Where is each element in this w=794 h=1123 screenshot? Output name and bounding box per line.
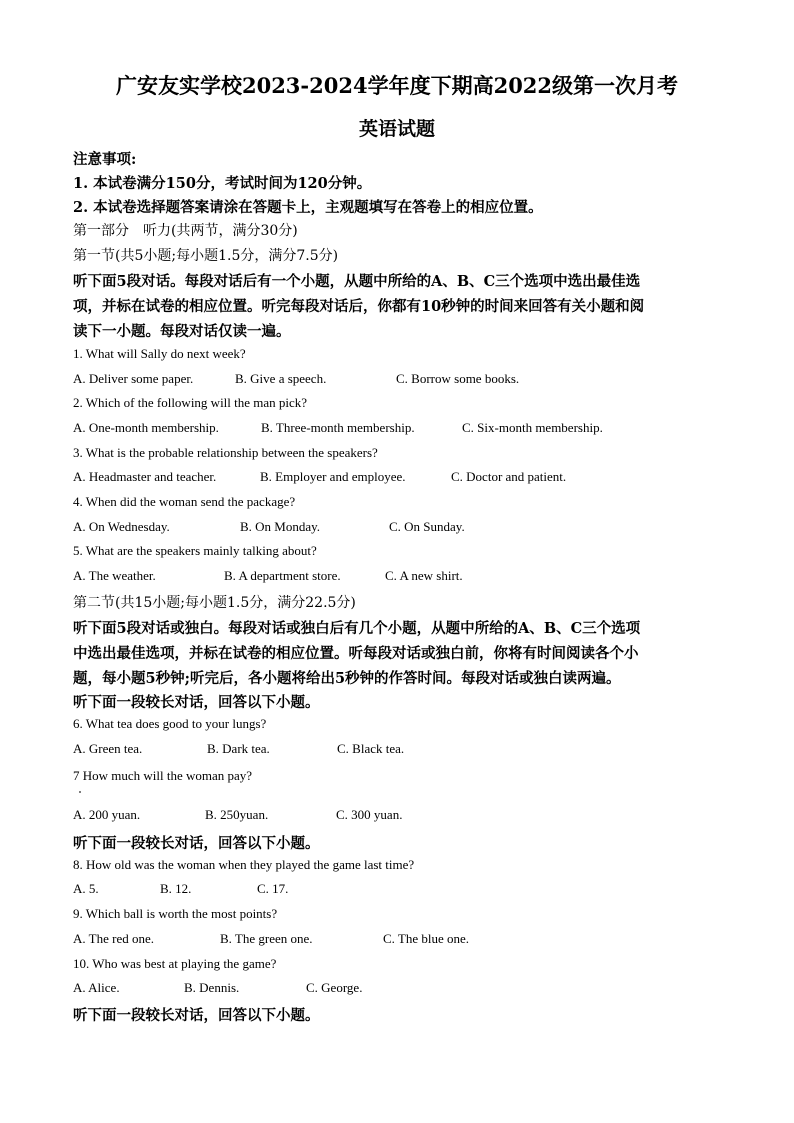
section-instructions: 项，并标在试卷的相应位置。听完每段对话后，你都有10秒钟的时间来回答有关小题和阅	[73, 298, 645, 315]
notice-heading: 注意事项:	[73, 151, 137, 168]
question-text: 7 How much will the woman pay?	[73, 768, 253, 783]
question-text: 3. What is the probable relationship between the speakers?	[73, 445, 378, 460]
exam-title: 广安友实学校2023-2024学年度下期高2022级第一次月考	[115, 73, 679, 98]
option-c: C. 17.	[257, 881, 289, 896]
question-text: 4. When did the woman send the package?	[73, 494, 296, 509]
section-title: 第二节(共15小题;每小题1.5分，满分22.5分)	[73, 595, 356, 611]
option-b: B. Dark tea.	[207, 741, 270, 756]
option-b: B. Three-month membership.	[261, 420, 415, 435]
option-b: B. A department store.	[224, 568, 341, 583]
question-options	[73, 741, 733, 759]
section-title: 第一节(共5小题;每小题1.5分，满分7.5分)	[73, 248, 339, 264]
option-a: A. 5.	[73, 881, 99, 896]
option-b: B. Dennis.	[184, 980, 240, 995]
option-c: C. Six-month membership.	[462, 420, 603, 435]
option-b: B. Employer and employee.	[260, 469, 406, 484]
option-a: A. Green tea.	[73, 741, 143, 756]
question-text: 2. Which of the following will the man pick?	[73, 395, 308, 410]
option-c: C. 300 yuan.	[336, 807, 403, 822]
option-c: C. Black tea.	[337, 741, 405, 756]
question-options	[73, 371, 733, 389]
question-text: 5. What are the speakers mainly talking about?	[73, 543, 317, 558]
question-options	[73, 931, 733, 949]
question-text: 10. Who was best at playing the game?	[73, 956, 277, 971]
option-a: A. One-month membership.	[73, 420, 219, 435]
option-b: B. The green one.	[220, 931, 313, 946]
option-a: A. The red one.	[73, 931, 154, 946]
option-c: C. Doctor and patient.	[451, 469, 567, 484]
question-options	[73, 420, 733, 438]
option-b: B. 12.	[160, 881, 192, 896]
section-instructions: 中选出最佳选项，并标在试卷的相应位置。听每段对话或独白前，你将有时间阅读各个小	[73, 645, 639, 662]
option-a: A. Deliver some paper.	[73, 371, 194, 386]
question-options	[73, 881, 733, 899]
long-dialogue-note: 听下面一段较长对话，回答以下小题。	[73, 835, 320, 852]
option-a: A. The weather.	[73, 568, 156, 583]
option-c: C. On Sunday.	[389, 519, 465, 534]
section-instructions: 读下一小题。每段对话仅读一遍。	[73, 323, 291, 340]
question-text: 8. How old was the woman when they played the game last time?	[73, 857, 415, 872]
part-title: 第一部分 听力(共两节，满分30分)	[73, 223, 298, 239]
option-c: C. George.	[306, 980, 363, 995]
exam-subtitle: 英语试题	[358, 118, 435, 140]
question-options	[73, 568, 733, 586]
section-instructions: 听下面5段对话或独白。每段对话或独白后有几个小题，从题中所给的A、B、C三个选项	[73, 620, 641, 637]
question-text: 1. What will Sally do next week?	[73, 346, 246, 361]
notice-item: 1. 本试卷满分150分，考试时间为120分钟。	[73, 175, 372, 192]
section-instructions: 题，每小题5秒钟;听完后，各小题将给出5秒钟的作答时间。每段对话或独白读两遍。	[73, 670, 621, 687]
question-text: 6. What tea does good to your lungs?	[73, 716, 267, 731]
option-c: C. Borrow some books.	[396, 371, 520, 386]
option-a: A. 200 yuan.	[73, 807, 141, 822]
question-text: 9. Which ball is worth the most points?	[73, 906, 278, 921]
question-options	[73, 519, 733, 537]
option-b: B. On Monday.	[240, 519, 321, 534]
section-instructions: 听下面5段对话。每段对话后有一个小题，从题中所给的A、B、C三个选项中选出最佳选	[73, 273, 641, 290]
question-options	[73, 807, 733, 825]
option-b: B. Give a speech.	[235, 371, 327, 386]
option-a: A. Headmaster and teacher.	[73, 469, 217, 484]
option-c: C. The blue one.	[383, 931, 470, 946]
question-options	[73, 469, 733, 487]
option-a: A. On Wednesday.	[73, 519, 170, 534]
option-b: B. 250yuan.	[205, 807, 269, 822]
option-c: C. A new shirt.	[385, 568, 463, 583]
question-options	[73, 980, 733, 998]
stray-dot	[79, 791, 81, 793]
long-dialogue-note: 听下面一段较长对话，回答以下小题。	[73, 1007, 320, 1024]
option-a: A. Alice.	[73, 980, 120, 995]
long-dialogue-note: 听下面一段较长对话，回答以下小题。	[73, 694, 320, 711]
notice-item: 2. 本试卷选择题答案请涂在答题卡上，主观题填写在答卷上的相应位置。	[73, 199, 543, 216]
